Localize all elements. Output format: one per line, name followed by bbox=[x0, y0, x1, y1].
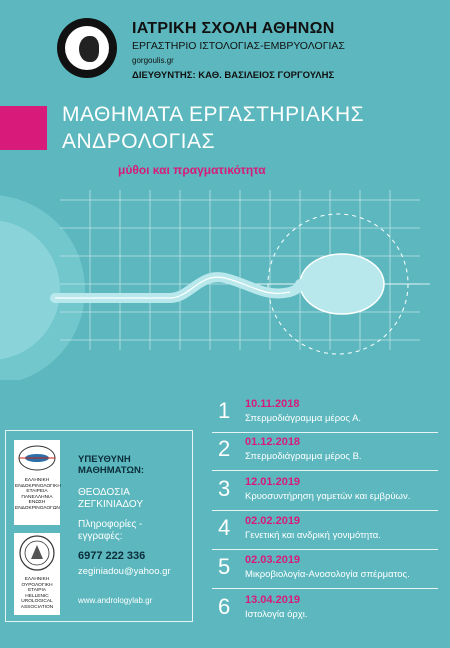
session-topic: Κρυοσυντήρηση γαμετών και εμβρύων. bbox=[245, 491, 411, 502]
schedule-item bbox=[212, 476, 438, 511]
schedule-item bbox=[212, 436, 438, 471]
email-link[interactable]: zeginiadou@yahoo.gr bbox=[78, 566, 171, 577]
responsible-name-line: ΖΕΓΚΙΝΙΑΔΟΥ bbox=[78, 499, 143, 510]
info-panel bbox=[5, 430, 193, 622]
responsible-name-line: ΘΕΟΔΟΣΙΑ bbox=[78, 487, 130, 498]
session-date: 02.02.2019 bbox=[245, 515, 301, 527]
session-date: 02.03.2019 bbox=[245, 554, 301, 566]
seal-icon bbox=[14, 533, 60, 573]
schedule-item bbox=[212, 398, 438, 433]
badge-line: ΕΝΩΣΗ bbox=[28, 500, 46, 506]
badge-line: ΟΥΡΟΛΟΓΙΚΗ bbox=[21, 582, 53, 588]
title-line-1: ΜΑΘΗΜΑΤΑ ΕΡΓΑΣΤΗΡΙΑΚΗΣ bbox=[62, 103, 365, 126]
globe-icon bbox=[14, 440, 60, 476]
session-date: 10.11.2018 bbox=[245, 398, 300, 410]
session-topic: Σπερμοδιάγραμμα μέρος Α. bbox=[245, 413, 362, 424]
responsible-label bbox=[78, 454, 144, 476]
session-number: 3 bbox=[218, 476, 231, 501]
director: ΔΙΕΥΘΥΝΤΗΣ: ΚΑΘ. ΒΑΣΙΛΕΙΟΣ ΓΟΡΓΟΥΛΗΣ bbox=[132, 70, 335, 81]
athena-logo-icon bbox=[57, 18, 117, 78]
badge-line: ΠΑΝΕΛΛΗΝΙΑ bbox=[21, 494, 53, 500]
badge-line: ΕΝΔΟΚΡΙΝΟΛΟΓΩΝ bbox=[15, 505, 60, 511]
session-number: 5 bbox=[218, 554, 231, 579]
responsible-label-line: ΥΠΕΥΘΥΝΗ bbox=[78, 454, 131, 465]
badge-line: UROLOGICAL bbox=[21, 599, 53, 605]
session-number: 4 bbox=[218, 515, 231, 540]
lab-name: ΕΡΓΑΣΤΗΡΙΟ ΙΣΤΟΛΟΓΙΑΣ-ΕΜΒΡΥΟΛΟΓΙΑΣ bbox=[132, 40, 345, 52]
subtitle: μύθοι και πραγματικότητα bbox=[118, 163, 266, 177]
site-link[interactable]: gorgoulis.gr bbox=[132, 56, 174, 65]
info-label-line: Πληροφορίες - bbox=[78, 519, 143, 530]
session-number: 1 bbox=[218, 398, 231, 423]
schedule-item bbox=[212, 594, 438, 628]
session-topic: Ιστολογία όρχι. bbox=[245, 609, 308, 620]
badge-line: ΕΛΛΗΝΙΚΗ bbox=[24, 478, 50, 483]
session-date: 01.12.2018 bbox=[245, 436, 301, 448]
school-title: ΙΑΤΡΙΚΗ ΣΧΟΛΗ ΑΘΗΝΩΝ bbox=[132, 20, 335, 37]
badge-line: ΕΤΑΙΡΙΑ bbox=[27, 588, 47, 594]
header bbox=[52, 14, 354, 88]
title-line-2: ΑΝΔΡΟΛΟΓΙΑΣ bbox=[62, 130, 215, 153]
accent-bar bbox=[0, 106, 47, 150]
schedule-item bbox=[212, 554, 438, 589]
session-number: 6 bbox=[218, 594, 231, 619]
session-topic: Μικροβιολογία-Ανοσολογία σπέρματος. bbox=[245, 569, 410, 580]
responsible-name bbox=[78, 487, 143, 511]
website-link[interactable]: www.andrologylab.gr bbox=[78, 596, 153, 605]
responsible-label-line: ΜΑΘΗΜΑΤΩΝ: bbox=[78, 465, 145, 476]
endocrine-society-logo bbox=[14, 440, 60, 525]
badge-line: ΕΛΛΗΝΙΚΗ bbox=[24, 577, 50, 582]
badge-line: ΕΤΑΙΡΕΙΑ bbox=[26, 489, 48, 495]
badge-line: ASSOCIATION bbox=[20, 604, 54, 610]
session-topic: Σπερμοδιάγραμμα μέρος Β. bbox=[245, 451, 362, 462]
session-date: 13.04.2019 bbox=[245, 594, 301, 606]
session-date: 12.01.2019 bbox=[245, 476, 301, 488]
urology-society-logo bbox=[14, 533, 60, 615]
sperm-graphic bbox=[0, 180, 450, 380]
phone-number[interactable]: 6977 222 336 bbox=[78, 550, 146, 562]
session-topic: Γενετική και ανδρική γονιμότητα. bbox=[245, 530, 381, 541]
badge-line: HELLENIC bbox=[25, 593, 49, 599]
badge-line: ΕΝΔΟΚΡΙΝΟΛΟΓΙΚΗ bbox=[15, 483, 61, 489]
schedule-item bbox=[212, 515, 438, 550]
info-label bbox=[78, 519, 142, 543]
session-number: 2 bbox=[218, 436, 231, 461]
info-label-line: εγγραφές: bbox=[78, 531, 123, 542]
